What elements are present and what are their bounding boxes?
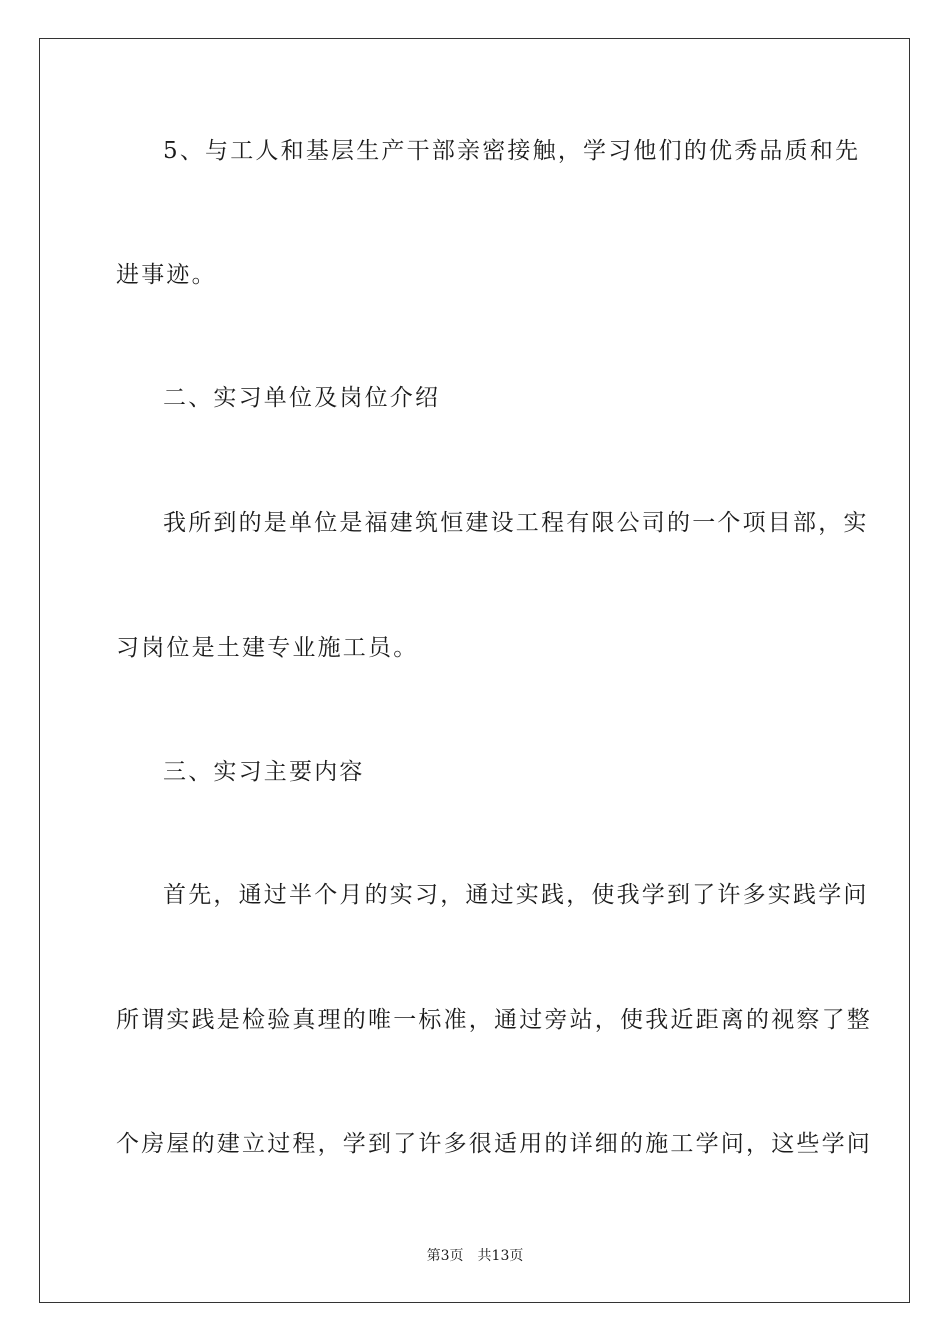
paragraph-line: 个房屋的建立过程，学到了许多很适用的详细的施工学问，这些学问 xyxy=(116,1131,872,1157)
paragraph-line: 首先，通过半个月的实习，通过实践，使我学到了许多实践学问 xyxy=(163,882,869,908)
paragraph-line: 我所到的是单位是福建筑恒建设工程有限公司的一个项目部，实 xyxy=(163,510,869,536)
page-border xyxy=(39,38,910,1303)
paragraph-line: 所谓实践是检验真理的唯一标准，通过旁站，使我近距离的视察了整 xyxy=(116,1007,872,1033)
paragraph-line: 5、与工人和基层生产干部亲密接触，学习他们的优秀品质和先 xyxy=(163,138,861,164)
paragraph-line: 进事迹。 xyxy=(116,262,217,288)
page-footer xyxy=(0,1246,950,1266)
section-heading: 二、实习单位及岗位介绍 xyxy=(163,385,441,411)
section-heading: 三、实习主要内容 xyxy=(163,759,365,785)
page-number: 第3页 xyxy=(426,1248,464,1264)
page-total: 共13页 xyxy=(477,1248,524,1264)
paragraph-line: 习岗位是土建专业施工员。 xyxy=(116,635,419,661)
